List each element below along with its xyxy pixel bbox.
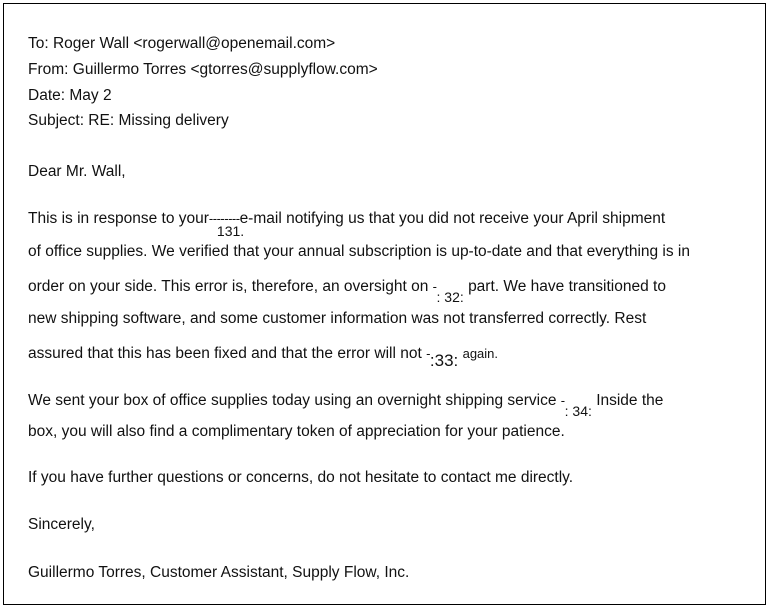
subject-line: Subject: RE: Missing delivery — [28, 112, 229, 129]
paragraph-2-line-2: box, you will also find a complimentary token of appreciation for your patience. — [28, 423, 565, 440]
text-segment: again. — [462, 346, 499, 361]
text-segment: assured that this has been fixed and that the error will not — [28, 345, 422, 362]
paragraph-1-line-1 — [28, 210, 666, 239]
question-number-132: : 32: — [436, 289, 464, 305]
paragraph-1-line-5 — [28, 344, 499, 370]
blank-132 — [432, 277, 464, 305]
question-number-134: : 34: — [564, 403, 592, 419]
from-line: From: Guillermo Torres <gtorres@supplyflow.com> — [28, 61, 378, 78]
blank-dash: - — [432, 279, 437, 294]
signature: Guillermo Torres, Customer Assistant, Supply Flow, Inc. — [28, 564, 410, 581]
text-segment: We sent your box of office supplies today using an overnight shipping service — [28, 392, 557, 409]
question-number-131: 131. — [216, 223, 245, 239]
date-line: Date: May 2 — [28, 87, 112, 104]
paragraph-3: If you have further questions or concerns, do not hesitate to contact me directly. — [28, 469, 574, 486]
text-segment: e-mail notifying us that you did not receive your April shipment — [239, 210, 666, 227]
blank-dash: -------- — [208, 211, 240, 226]
text-segment: Inside the — [596, 392, 664, 409]
email-frame — [3, 3, 766, 605]
blank-131 — [208, 210, 245, 239]
paragraph-1-line-4: new shipping software, and some customer information was not transferred correctly. Rest — [28, 310, 647, 327]
blank-dash: - — [560, 393, 565, 408]
blank-133 — [426, 344, 459, 370]
blank-134 — [560, 391, 592, 419]
paragraph-2-line-1 — [28, 391, 664, 419]
paragraph-1-line-2: of office supplies. We verified that your annual subscription is up-to-date and that everything is in — [28, 243, 690, 260]
paragraph-1-line-3 — [28, 277, 666, 305]
blank-dash: - — [426, 346, 430, 361]
text-segment: This is in response to your — [28, 210, 209, 227]
text-segment: order on your side. This error is, therefore, an oversight on — [28, 278, 429, 295]
text-segment: part. We have transitioned to — [468, 278, 666, 295]
to-line: To: Roger Wall <rogerwall@openemail.com> — [28, 35, 336, 52]
closing: Sincerely, — [28, 516, 95, 533]
question-number-133: :33: — [429, 351, 459, 370]
greeting: Dear Mr. Wall, — [28, 163, 126, 180]
